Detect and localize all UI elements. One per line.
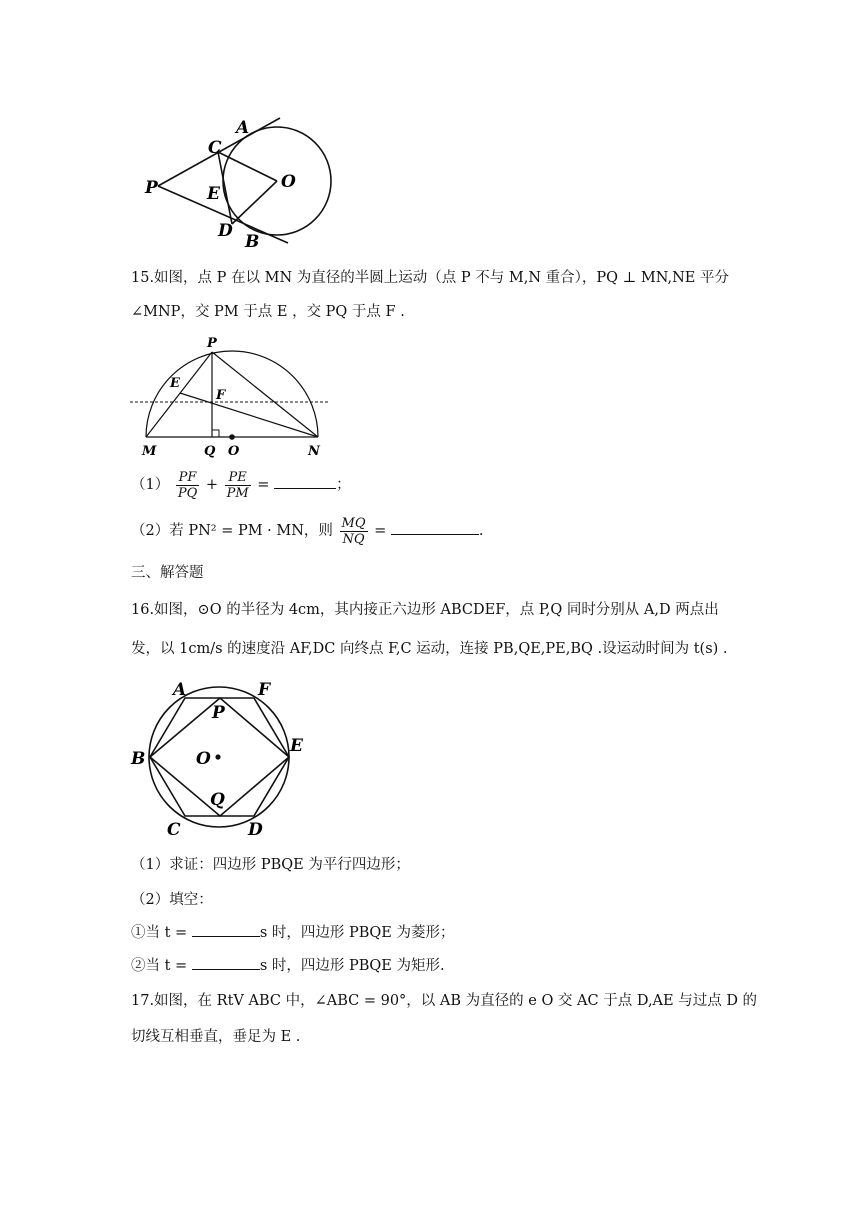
label-c: C [208, 138, 222, 158]
q15-part2-prefix: （2）若 PN² = PM · MN，则 [131, 523, 333, 539]
segment-pm [146, 352, 212, 437]
q16-part2a-suffix: s 时，四边形 PBQE 为菱形； [259, 925, 455, 941]
q15-part2 [131, 514, 484, 548]
figure-semicircle [128, 333, 334, 458]
label-p3: P [212, 703, 225, 723]
label-o2: O [228, 444, 240, 458]
fraction-denominator: NQ [342, 531, 365, 547]
label-q3: Q [210, 790, 225, 810]
answer-blank [391, 534, 479, 535]
q15-part1-prefix: （1） [131, 477, 170, 493]
q16-text-line2: 发，以 1cm/s 的速度沿 AF,DC 向终点 F,C 运动，连接 PB,QE,PE,BQ .设运动时间为 t(s) . [131, 641, 728, 657]
q16-part2a [131, 923, 454, 943]
label-e: E [207, 184, 220, 204]
segment-do [232, 181, 277, 224]
label-c3: C [167, 820, 181, 840]
plus-sign: + [205, 477, 219, 493]
q16-part2b-suffix: s 时，四边形 PBQE 为矩形. [259, 958, 445, 974]
label-p: P [145, 178, 158, 198]
center-dot-o3 [215, 754, 220, 759]
q16-part1: （1）求证：四边形 PBQE 为平行四边形； [131, 857, 410, 873]
figure-tangent-circle [130, 100, 340, 260]
fraction-numerator: MQ [341, 515, 366, 531]
figure-hexagon-circle [128, 673, 314, 843]
fraction-numerator: PF [176, 470, 199, 486]
center-dot [229, 434, 235, 440]
fraction-mq-nq [340, 516, 368, 547]
answer-blank [192, 936, 260, 937]
label-d: D [218, 221, 233, 241]
label-o3: O [196, 749, 211, 769]
label-q2: Q [204, 444, 216, 458]
label-m2: M [142, 444, 157, 458]
q15-part2-suffix: . [478, 523, 484, 539]
label-e2: E [170, 376, 180, 391]
q17-text-line2: 切线互相垂直，垂足为 E . [131, 1029, 301, 1045]
segment-co [218, 152, 277, 181]
right-angle-mark [212, 430, 219, 437]
q16-part2: （2）填空： [131, 892, 213, 908]
label-f2: F [216, 388, 226, 403]
q15-part1 [131, 468, 351, 502]
label-d3: D [248, 820, 263, 840]
semicircle-arc [146, 351, 318, 437]
equals-sign: = [374, 523, 387, 539]
label-b3: B [131, 749, 146, 769]
answer-blank [274, 488, 336, 489]
label-o: O [281, 172, 296, 192]
label-p2: P [207, 336, 217, 351]
q16-part2a-prefix: ①当 t = [131, 925, 188, 941]
label-a: A [236, 118, 250, 138]
q16-part2b [131, 956, 445, 976]
q16-text-line1: 16.如图，⊙O 的半径为 4cm，其内接正六边形 ABCDEF，点 P,Q 同时分别从 A,D 两点出 [131, 602, 719, 618]
q17-text-line1: 17.如图，在 RtV ABC 中，∠ABC = 90°，以 AB 为直径的 e O 交 AC 于点 D,AE 与过点 D 的 [131, 993, 758, 1009]
q15-part1-suffix: ； [336, 477, 351, 493]
fraction-pf-pq [176, 470, 199, 501]
label-e3: E [290, 736, 303, 756]
answer-blank [192, 969, 260, 970]
label-n2: N [308, 444, 320, 458]
fraction-denominator: PM [226, 485, 249, 501]
fraction-denominator: PQ [177, 485, 198, 501]
label-a3: A [173, 680, 187, 700]
q15-text-line1: 15.如图，点 P 在以 MN 为直径的半圆上运动（点 P 不与 M,N 重合），PQ ⊥ MN,NE 平分 [131, 270, 729, 286]
section-heading: 三、解答题 [131, 565, 204, 581]
equals-sign: = [257, 477, 270, 493]
segment-ne [180, 393, 318, 437]
segment-pn [212, 352, 318, 437]
q16-part2b-prefix: ②当 t = [131, 958, 188, 974]
q15-text-line2: ∠MNP，交 PM 于点 E ，交 PQ 于点 F . [131, 304, 405, 320]
fraction-pe-pm [225, 470, 251, 501]
fraction-numerator: PE [225, 470, 251, 486]
label-b: B [245, 232, 260, 252]
label-f3: F [258, 680, 271, 700]
